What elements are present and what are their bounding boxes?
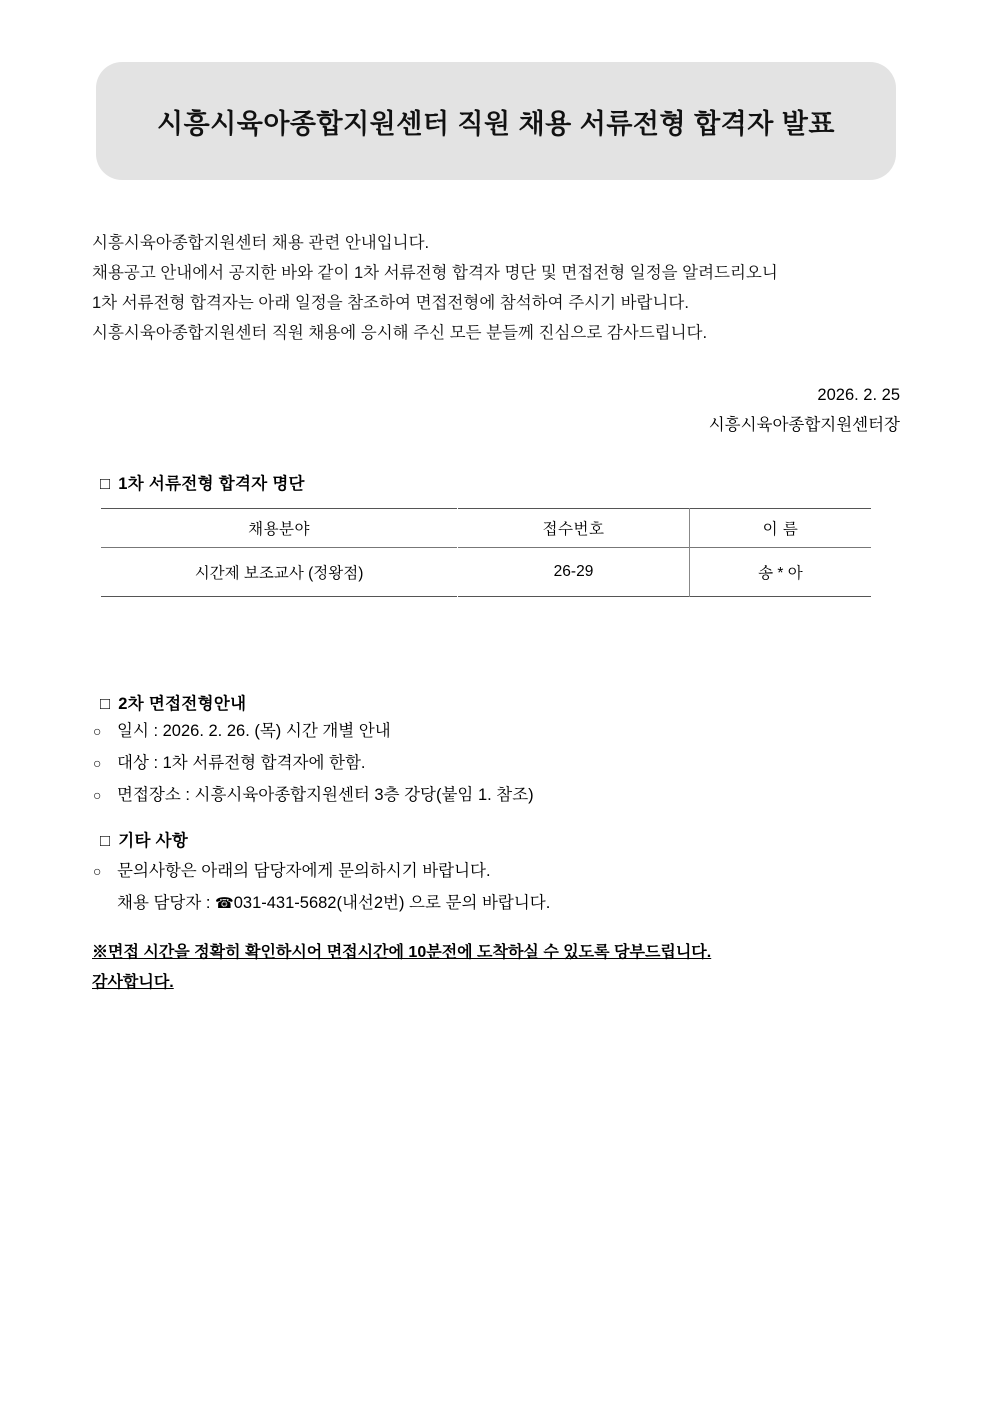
list-item (93, 747, 534, 779)
section-2-bullets (93, 715, 534, 811)
contact-detail: 031-431-5682(내선2번) 으로 문의 바랍니다. (233, 894, 551, 912)
phone-icon: ☎ (215, 895, 234, 912)
section-2-heading-text: 2차 면접전형안내 (118, 695, 247, 713)
notice-line-2: 감사합니다. (92, 974, 174, 991)
intro-line-3: 1차 서류전형 합격자는 아래 일정을 참조하여 면접전형에 참석하여 주시기 바랍니다. (92, 294, 689, 312)
title-banner (96, 62, 896, 180)
list-item-label: 면접장소 : 시흥시육아종합지원센터 3층 강당(붙임 1. 참조) (117, 786, 534, 804)
contact-line (93, 887, 550, 920)
section-3-heading (100, 827, 188, 851)
list-item (93, 855, 550, 887)
document-date: 2026. 2. 25 (817, 386, 900, 404)
table-header-number: 접수번호 (458, 509, 690, 548)
document-signature: 시흥시육아종합지원센터장 (708, 416, 900, 434)
list-item (93, 779, 534, 811)
pass-list-table-wrap (100, 508, 872, 597)
table-row (101, 548, 872, 597)
intro-paragraph (92, 228, 902, 348)
intro-line-4: 시흥시육아종합지원센터 직원 채용에 응시해 주신 모든 분들께 진심으로 감사드립니다. (92, 324, 708, 342)
checkbox-mark-icon: □ (100, 832, 111, 850)
pass-list-table (100, 508, 872, 597)
section-1-heading-text: 1차 서류전형 합격자 명단 (118, 475, 305, 493)
page-title: 시흥시육아종합지원센터 직원 채용 서류전형 합격자 발표 (157, 108, 835, 139)
circle-bullet-icon: ○ (93, 755, 102, 771)
circle-bullet-icon: ○ (93, 723, 102, 739)
section-3-heading-text: 기타 사항 (118, 832, 189, 850)
section-3-bullets (93, 855, 550, 920)
table-cell-number: 26-29 (458, 548, 690, 597)
circle-bullet-icon: ○ (93, 863, 102, 879)
section-1-heading (100, 470, 305, 494)
checkbox-mark-icon: □ (100, 695, 111, 713)
circle-bullet-icon: ○ (93, 787, 102, 803)
list-item-label: 일시 : 2026. 2. 26. (목) 시간 개별 안내 (117, 722, 391, 740)
table-cell-field: 시간제 보조교사 (정왕점) (101, 548, 458, 597)
list-item (93, 715, 534, 747)
contact-prefix: 채용 담당자 : (117, 894, 216, 912)
table-cell-name: 송 * 아 (689, 548, 871, 597)
list-item-label: 문의사항은 아래의 담당자에게 문의하시기 바랍니다. (117, 862, 491, 880)
list-item-label: 대상 : 1차 서류전형 합격자에 한함. (117, 754, 366, 772)
checkbox-mark-icon: □ (100, 475, 111, 493)
notice-block (92, 938, 711, 998)
table-header-row (101, 509, 872, 548)
table-header-field: 채용분야 (101, 509, 458, 548)
intro-line-1: 시흥시육아종합지원센터 채용 관련 안내입니다. (92, 234, 430, 252)
section-2-heading (100, 690, 246, 714)
intro-line-2: 채용공고 안내에서 공지한 바와 같이 1차 서류전형 합격자 명단 및 면접전형 일정을 알려드리오니 (92, 264, 778, 282)
notice-line-1: ※면접 시간을 정확히 확인하시어 면접시간에 10분전에 도착하실 수 있도록 당부드립니다. (92, 944, 712, 961)
signature-block (709, 380, 900, 440)
table-header-name: 이 름 (689, 509, 871, 548)
